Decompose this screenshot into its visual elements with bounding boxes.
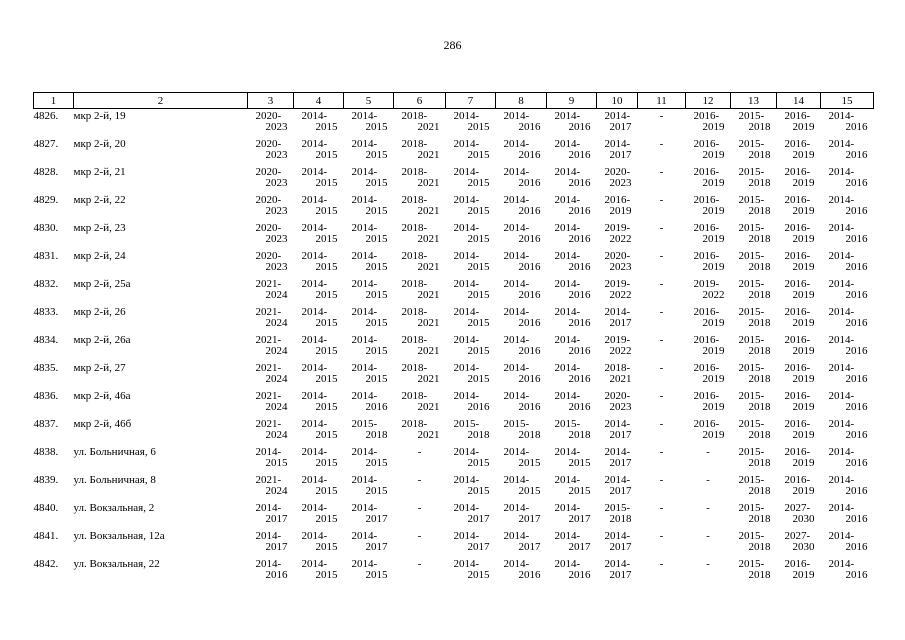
period-cell: - bbox=[659, 138, 664, 150]
period-cell: - bbox=[659, 446, 664, 458]
table-row bbox=[34, 195, 874, 223]
table-row bbox=[34, 363, 874, 391]
period-cell: 2014- 2016 bbox=[554, 362, 591, 385]
period-cell: 2014- 2016 bbox=[503, 194, 541, 217]
period-cell: - bbox=[417, 474, 422, 486]
period-cell: 2014- 2016 bbox=[828, 250, 868, 273]
period-cell: 2014- 2017 bbox=[255, 530, 288, 553]
period-cell: 2015- 2018 bbox=[738, 250, 771, 273]
period-cell: 2014- 2015 bbox=[503, 446, 541, 469]
period-cell: 2014- 2016 bbox=[828, 502, 868, 525]
period-cell: 2014- 2016 bbox=[554, 334, 591, 357]
column-header: 13 bbox=[731, 93, 777, 109]
period-cell: 2014- 2015 bbox=[301, 502, 338, 525]
period-cell: 2021- 2024 bbox=[255, 362, 288, 385]
period-cell: 2018- 2021 bbox=[401, 362, 440, 385]
period-cell: 2014- 2017 bbox=[351, 530, 388, 553]
period-cell: 2016- 2019 bbox=[784, 110, 815, 133]
period-cell: 2018- 2021 bbox=[401, 250, 440, 273]
address-cell: мкр 2-й, 26а bbox=[73, 334, 131, 346]
period-cell: 2018- 2021 bbox=[401, 222, 440, 245]
period-cell: 2014- 2016 bbox=[828, 418, 868, 441]
period-cell: 2014- 2016 bbox=[828, 278, 868, 301]
row-number: 4833. bbox=[33, 306, 59, 318]
period-cell: 2014- 2015 bbox=[453, 474, 490, 497]
row-number: 4829. bbox=[33, 194, 59, 206]
period-cell: 2014- 2015 bbox=[351, 334, 388, 357]
period-cell: 2016- 2019 bbox=[784, 446, 815, 469]
period-cell: 2014- 2017 bbox=[503, 530, 541, 553]
row-number: 4838. bbox=[33, 446, 59, 458]
period-cell: 2019- 2022 bbox=[604, 278, 632, 301]
period-cell: 2014- 2016 bbox=[503, 278, 541, 301]
period-cell: 2018- 2021 bbox=[401, 166, 440, 189]
period-cell: 2014- 2015 bbox=[351, 362, 388, 385]
period-cell: 2018- 2021 bbox=[401, 334, 440, 357]
period-cell: 2016- 2019 bbox=[693, 306, 725, 329]
period-cell: - bbox=[417, 446, 422, 458]
column-header: 11 bbox=[638, 93, 686, 109]
period-cell: 2021- 2024 bbox=[255, 418, 288, 441]
address-cell: ул. Вокзальная, 22 bbox=[73, 558, 160, 570]
address-cell: мкр 2-й, 21 bbox=[73, 166, 126, 178]
period-cell: 2018- 2021 bbox=[604, 362, 632, 385]
period-cell: 2016- 2019 bbox=[784, 306, 815, 329]
period-cell: 2014- 2015 bbox=[301, 250, 338, 273]
period-cell: 2015- 2018 bbox=[604, 502, 632, 525]
period-cell: - bbox=[706, 530, 710, 542]
period-cell: - bbox=[659, 306, 664, 318]
period-cell: 2014- 2015 bbox=[301, 334, 338, 357]
row-number: 4840. bbox=[33, 502, 59, 514]
period-cell: 2014- 2015 bbox=[351, 446, 388, 469]
table-row bbox=[34, 531, 874, 559]
period-cell: 2015- 2018 bbox=[503, 418, 541, 441]
period-cell: 2021- 2024 bbox=[255, 306, 288, 329]
period-cell: - bbox=[417, 530, 422, 542]
period-cell: 2020- 2023 bbox=[255, 194, 288, 217]
period-cell: 2019- 2022 bbox=[604, 334, 632, 357]
period-cell: - bbox=[659, 334, 664, 346]
column-header: 3 bbox=[248, 93, 294, 109]
period-cell: 2014- 2016 bbox=[503, 334, 541, 357]
address-cell: мкр 2-й, 25а bbox=[73, 278, 131, 290]
period-cell: 2016- 2019 bbox=[784, 558, 815, 581]
period-cell: 2014- 2016 bbox=[503, 250, 541, 273]
period-cell: 2016- 2019 bbox=[693, 390, 725, 413]
period-cell: 2014- 2016 bbox=[554, 194, 591, 217]
column-header: 2 bbox=[74, 93, 248, 109]
address-cell: мкр 2-й, 26 bbox=[73, 306, 126, 318]
period-cell: 2014- 2016 bbox=[554, 166, 591, 189]
period-cell: 2014- 2015 bbox=[453, 446, 490, 469]
period-cell: 2027- 2030 bbox=[784, 530, 815, 553]
period-cell: 2014- 2017 bbox=[604, 418, 632, 441]
period-cell: 2014- 2015 bbox=[453, 250, 490, 273]
period-cell: 2014- 2016 bbox=[554, 390, 591, 413]
period-cell: - bbox=[659, 194, 664, 206]
period-cell: 2020- 2023 bbox=[604, 250, 632, 273]
period-cell: 2014- 2015 bbox=[301, 138, 338, 161]
table-row bbox=[34, 167, 874, 195]
period-cell: 2014- 2015 bbox=[301, 418, 338, 441]
period-cell: 2014- 2016 bbox=[828, 530, 868, 553]
header-row bbox=[34, 93, 874, 109]
period-cell: 2014- 2016 bbox=[828, 446, 868, 469]
period-cell: 2014- 2016 bbox=[554, 110, 591, 133]
period-cell: 2014- 2015 bbox=[301, 390, 338, 413]
row-number: 4837. bbox=[33, 418, 59, 430]
row-number: 4831. bbox=[33, 250, 59, 262]
period-cell: 2018- 2021 bbox=[401, 390, 440, 413]
period-cell: 2015- 2018 bbox=[738, 278, 771, 301]
table-row bbox=[34, 475, 874, 503]
row-number: 4827. bbox=[33, 138, 59, 150]
table-row bbox=[34, 223, 874, 251]
row-number: 4835. bbox=[33, 362, 59, 374]
period-cell: 2027- 2030 bbox=[784, 502, 815, 525]
period-cell: - bbox=[659, 278, 664, 290]
period-cell: - bbox=[659, 530, 664, 542]
period-cell: 2014- 2015 bbox=[301, 306, 338, 329]
period-cell: 2015- 2018 bbox=[453, 418, 490, 441]
period-cell: 2016- 2019 bbox=[693, 110, 725, 133]
row-number: 4836. bbox=[33, 390, 59, 402]
period-cell: 2014- 2016 bbox=[503, 166, 541, 189]
period-cell: 2014- 2015 bbox=[453, 334, 490, 357]
period-cell: 2014- 2016 bbox=[503, 222, 541, 245]
period-cell: - bbox=[417, 558, 422, 570]
row-number: 4834. bbox=[33, 334, 59, 346]
period-cell: 2014- 2016 bbox=[828, 222, 868, 245]
period-cell: - bbox=[659, 222, 664, 234]
period-cell: 2014- 2017 bbox=[255, 502, 288, 525]
column-header: 1 bbox=[34, 93, 74, 109]
table-row bbox=[34, 139, 874, 167]
period-cell: 2016- 2019 bbox=[693, 138, 725, 161]
period-cell: 2015- 2018 bbox=[738, 138, 771, 161]
period-cell: 2016- 2019 bbox=[693, 334, 725, 357]
column-header: 5 bbox=[344, 93, 394, 109]
period-cell: 2015- 2018 bbox=[738, 362, 771, 385]
period-cell: 2014- 2016 bbox=[828, 166, 868, 189]
data-table bbox=[33, 92, 874, 587]
period-cell: 2015- 2018 bbox=[738, 446, 771, 469]
period-cell: 2014- 2016 bbox=[351, 390, 388, 413]
period-cell: 2020- 2023 bbox=[255, 166, 288, 189]
period-cell: 2020- 2023 bbox=[604, 166, 632, 189]
period-cell: 2014- 2016 bbox=[828, 390, 868, 413]
period-cell: 2016- 2019 bbox=[784, 334, 815, 357]
period-cell: 2014- 2015 bbox=[351, 194, 388, 217]
period-cell: - bbox=[659, 558, 664, 570]
address-cell: мкр 2-й, 19 bbox=[73, 110, 126, 122]
period-cell: 2014- 2016 bbox=[503, 138, 541, 161]
period-cell: 2014- 2015 bbox=[453, 306, 490, 329]
period-cell: 2021- 2024 bbox=[255, 474, 288, 497]
column-header: 6 bbox=[394, 93, 446, 109]
column-header: 14 bbox=[777, 93, 821, 109]
period-cell: 2014- 2015 bbox=[351, 166, 388, 189]
address-cell: ул. Больничная, 6 bbox=[73, 446, 156, 458]
period-cell: 2020- 2023 bbox=[255, 250, 288, 273]
period-cell: 2014- 2015 bbox=[554, 446, 591, 469]
period-cell: 2014- 2016 bbox=[503, 362, 541, 385]
period-cell: - bbox=[706, 502, 710, 514]
column-header: 12 bbox=[686, 93, 731, 109]
period-cell: 2018- 2021 bbox=[401, 194, 440, 217]
period-cell: 2016- 2019 bbox=[784, 194, 815, 217]
period-cell: 2014- 2017 bbox=[604, 530, 632, 553]
period-cell: 2015- 2018 bbox=[738, 418, 771, 441]
period-cell: 2014- 2016 bbox=[503, 306, 541, 329]
period-cell: 2016- 2019 bbox=[693, 194, 725, 217]
period-cell: 2014- 2015 bbox=[301, 362, 338, 385]
period-cell: 2015- 2018 bbox=[738, 474, 771, 497]
period-cell: 2014- 2016 bbox=[554, 222, 591, 245]
table-row bbox=[34, 251, 874, 279]
period-cell: - bbox=[659, 250, 664, 262]
period-cell: 2014- 2015 bbox=[351, 110, 388, 133]
period-cell: 2014- 2015 bbox=[301, 474, 338, 497]
row-number: 4839. bbox=[33, 474, 59, 486]
table-row bbox=[34, 447, 874, 475]
row-number: 4830. bbox=[33, 222, 59, 234]
period-cell: 2015- 2018 bbox=[738, 530, 771, 553]
period-cell: 2021- 2024 bbox=[255, 390, 288, 413]
period-cell: 2014- 2016 bbox=[554, 558, 591, 581]
column-header: 4 bbox=[294, 93, 344, 109]
table-row bbox=[34, 335, 874, 363]
period-cell: 2014- 2016 bbox=[554, 278, 591, 301]
table-row bbox=[34, 307, 874, 335]
column-header: 10 bbox=[597, 93, 638, 109]
period-cell: - bbox=[706, 558, 710, 570]
period-cell: 2019- 2022 bbox=[604, 222, 632, 245]
period-cell: 2014- 2015 bbox=[351, 558, 388, 581]
period-cell: 2014- 2015 bbox=[351, 222, 388, 245]
period-cell: - bbox=[659, 390, 664, 402]
period-cell: 2014- 2017 bbox=[554, 502, 591, 525]
address-cell: ул. Больничная, 8 bbox=[73, 474, 156, 486]
period-cell: 2014- 2016 bbox=[828, 306, 868, 329]
period-cell: 2014- 2015 bbox=[453, 110, 490, 133]
period-cell: 2014- 2017 bbox=[604, 306, 632, 329]
period-cell: 2014- 2017 bbox=[554, 530, 591, 553]
period-cell: 2014- 2015 bbox=[301, 110, 338, 133]
period-cell: 2016- 2019 bbox=[784, 418, 815, 441]
period-cell: 2014- 2017 bbox=[604, 474, 632, 497]
period-cell: 2016- 2019 bbox=[693, 418, 725, 441]
period-cell: 2016- 2019 bbox=[784, 362, 815, 385]
period-cell: 2015- 2018 bbox=[351, 418, 388, 441]
period-cell: 2014- 2015 bbox=[453, 558, 490, 581]
period-cell: 2021- 2024 bbox=[255, 334, 288, 357]
period-cell: 2014- 2016 bbox=[828, 194, 868, 217]
period-cell: 2014- 2016 bbox=[828, 362, 868, 385]
period-cell: 2014- 2015 bbox=[351, 306, 388, 329]
table-row bbox=[34, 559, 874, 587]
period-cell: 2014- 2016 bbox=[828, 474, 868, 497]
period-cell: - bbox=[659, 474, 664, 486]
period-cell: 2014- 2017 bbox=[604, 446, 632, 469]
period-cell: 2014- 2017 bbox=[604, 558, 632, 581]
period-cell: 2016- 2019 bbox=[784, 250, 815, 273]
period-cell: 2019- 2022 bbox=[693, 278, 725, 301]
period-cell: 2014- 2015 bbox=[255, 446, 288, 469]
period-cell: 2016- 2019 bbox=[693, 166, 725, 189]
table-body bbox=[34, 109, 874, 588]
period-cell: 2014- 2015 bbox=[351, 474, 388, 497]
column-header: 9 bbox=[547, 93, 597, 109]
page-number: 286 bbox=[443, 38, 462, 52]
period-cell: - bbox=[659, 166, 664, 178]
period-cell: - bbox=[417, 502, 422, 514]
period-cell: 2014- 2016 bbox=[828, 110, 868, 133]
period-cell: 2014- 2016 bbox=[503, 558, 541, 581]
period-cell: 2014- 2017 bbox=[453, 530, 490, 553]
address-cell: мкр 2-й, 24 bbox=[73, 250, 126, 262]
period-cell: 2014- 2016 bbox=[828, 558, 868, 581]
period-cell: 2014- 2015 bbox=[301, 278, 338, 301]
period-cell: 2015- 2018 bbox=[554, 418, 591, 441]
period-cell: - bbox=[706, 474, 710, 486]
period-cell: 2015- 2018 bbox=[738, 334, 771, 357]
period-cell: 2014- 2015 bbox=[351, 250, 388, 273]
period-cell: 2016- 2019 bbox=[604, 194, 632, 217]
period-cell: 2014- 2015 bbox=[453, 278, 490, 301]
period-cell: 2016- 2019 bbox=[784, 278, 815, 301]
period-cell: 2014- 2015 bbox=[503, 474, 541, 497]
period-cell: 2014- 2015 bbox=[453, 222, 490, 245]
address-cell: мкр 2-й, 22 bbox=[73, 194, 126, 206]
row-number: 4826. bbox=[33, 110, 59, 122]
period-cell: 2014- 2016 bbox=[503, 110, 541, 133]
period-cell: 2018- 2021 bbox=[401, 110, 440, 133]
period-cell: 2020- 2023 bbox=[604, 390, 632, 413]
period-cell: 2014- 2015 bbox=[301, 558, 338, 581]
address-cell: мкр 2-й, 27 bbox=[73, 362, 126, 374]
period-cell: - bbox=[659, 502, 664, 514]
period-cell: 2014- 2015 bbox=[453, 194, 490, 217]
period-cell: 2014- 2016 bbox=[503, 390, 541, 413]
address-cell: мкр 2-й, 46б bbox=[73, 418, 132, 430]
period-cell: - bbox=[659, 362, 664, 374]
period-cell: 2014- 2016 bbox=[453, 390, 490, 413]
table-row bbox=[34, 391, 874, 419]
address-cell: мкр 2-й, 46а bbox=[73, 390, 131, 402]
column-header: 8 bbox=[496, 93, 547, 109]
table-row bbox=[34, 109, 874, 140]
table-row bbox=[34, 503, 874, 531]
period-cell: 2016- 2019 bbox=[693, 222, 725, 245]
period-cell: 2018- 2021 bbox=[401, 278, 440, 301]
column-header: 7 bbox=[446, 93, 496, 109]
period-cell: 2016- 2019 bbox=[693, 250, 725, 273]
period-cell: 2014- 2015 bbox=[301, 166, 338, 189]
address-cell: мкр 2-й, 23 bbox=[73, 222, 126, 234]
period-cell: 2014- 2017 bbox=[604, 138, 632, 161]
period-cell: - bbox=[659, 110, 664, 122]
row-number: 4832. bbox=[33, 278, 59, 290]
period-cell: 2015- 2018 bbox=[738, 194, 771, 217]
period-cell: 2014- 2015 bbox=[301, 530, 338, 553]
period-cell: 2015- 2018 bbox=[738, 222, 771, 245]
period-cell: 2014- 2015 bbox=[453, 362, 490, 385]
period-cell: 2020- 2023 bbox=[255, 110, 288, 133]
period-cell: 2015- 2018 bbox=[738, 166, 771, 189]
period-cell: 2020- 2023 bbox=[255, 222, 288, 245]
period-cell: 2020- 2023 bbox=[255, 138, 288, 161]
period-cell: 2014- 2017 bbox=[351, 502, 388, 525]
period-cell: 2014- 2016 bbox=[828, 334, 868, 357]
table-row bbox=[34, 279, 874, 307]
row-number: 4842. bbox=[33, 558, 59, 570]
period-cell: 2014- 2015 bbox=[351, 278, 388, 301]
row-number: 4841. bbox=[33, 530, 59, 542]
period-cell: 2014- 2016 bbox=[554, 306, 591, 329]
period-cell: 2015- 2018 bbox=[738, 502, 771, 525]
period-cell: 2016- 2019 bbox=[784, 222, 815, 245]
period-cell: 2018- 2021 bbox=[401, 138, 440, 161]
period-cell: 2016- 2019 bbox=[784, 166, 815, 189]
period-cell: 2016- 2019 bbox=[693, 362, 725, 385]
period-cell: 2014- 2015 bbox=[301, 222, 338, 245]
period-cell: 2015- 2018 bbox=[738, 110, 771, 133]
period-cell: 2014- 2015 bbox=[351, 138, 388, 161]
period-cell: 2015- 2018 bbox=[738, 558, 771, 581]
period-cell: 2015- 2018 bbox=[738, 390, 771, 413]
period-cell: 2015- 2018 bbox=[738, 306, 771, 329]
period-cell: 2016- 2019 bbox=[784, 474, 815, 497]
address-cell: ул. Вокзальная, 2 bbox=[73, 502, 155, 514]
period-cell: 2016- 2019 bbox=[784, 390, 815, 413]
period-cell: 2018- 2021 bbox=[401, 306, 440, 329]
address-cell: мкр 2-й, 20 bbox=[73, 138, 126, 150]
period-cell: 2018- 2021 bbox=[401, 418, 440, 441]
period-cell: 2014- 2017 bbox=[453, 502, 490, 525]
period-cell: 2014- 2016 bbox=[255, 558, 288, 581]
period-cell: - bbox=[659, 418, 664, 430]
period-cell: 2021- 2024 bbox=[255, 278, 288, 301]
period-cell: - bbox=[706, 446, 710, 458]
column-header: 15 bbox=[821, 93, 874, 109]
row-number: 4828. bbox=[33, 166, 59, 178]
period-cell: 2014- 2017 bbox=[503, 502, 541, 525]
period-cell: 2014- 2016 bbox=[554, 138, 591, 161]
period-cell: 2014- 2016 bbox=[828, 138, 868, 161]
period-cell: 2014- 2015 bbox=[453, 166, 490, 189]
period-cell: 2016- 2019 bbox=[784, 138, 815, 161]
table-row bbox=[34, 419, 874, 447]
period-cell: 2014- 2016 bbox=[554, 250, 591, 273]
period-cell: 2014- 2015 bbox=[301, 194, 338, 217]
period-cell: 2014- 2017 bbox=[604, 110, 632, 133]
period-cell: 2014- 2015 bbox=[554, 474, 591, 497]
address-cell: ул. Вокзальная, 12а bbox=[73, 530, 165, 542]
period-cell: 2014- 2015 bbox=[453, 138, 490, 161]
period-cell: 2014- 2015 bbox=[301, 446, 338, 469]
